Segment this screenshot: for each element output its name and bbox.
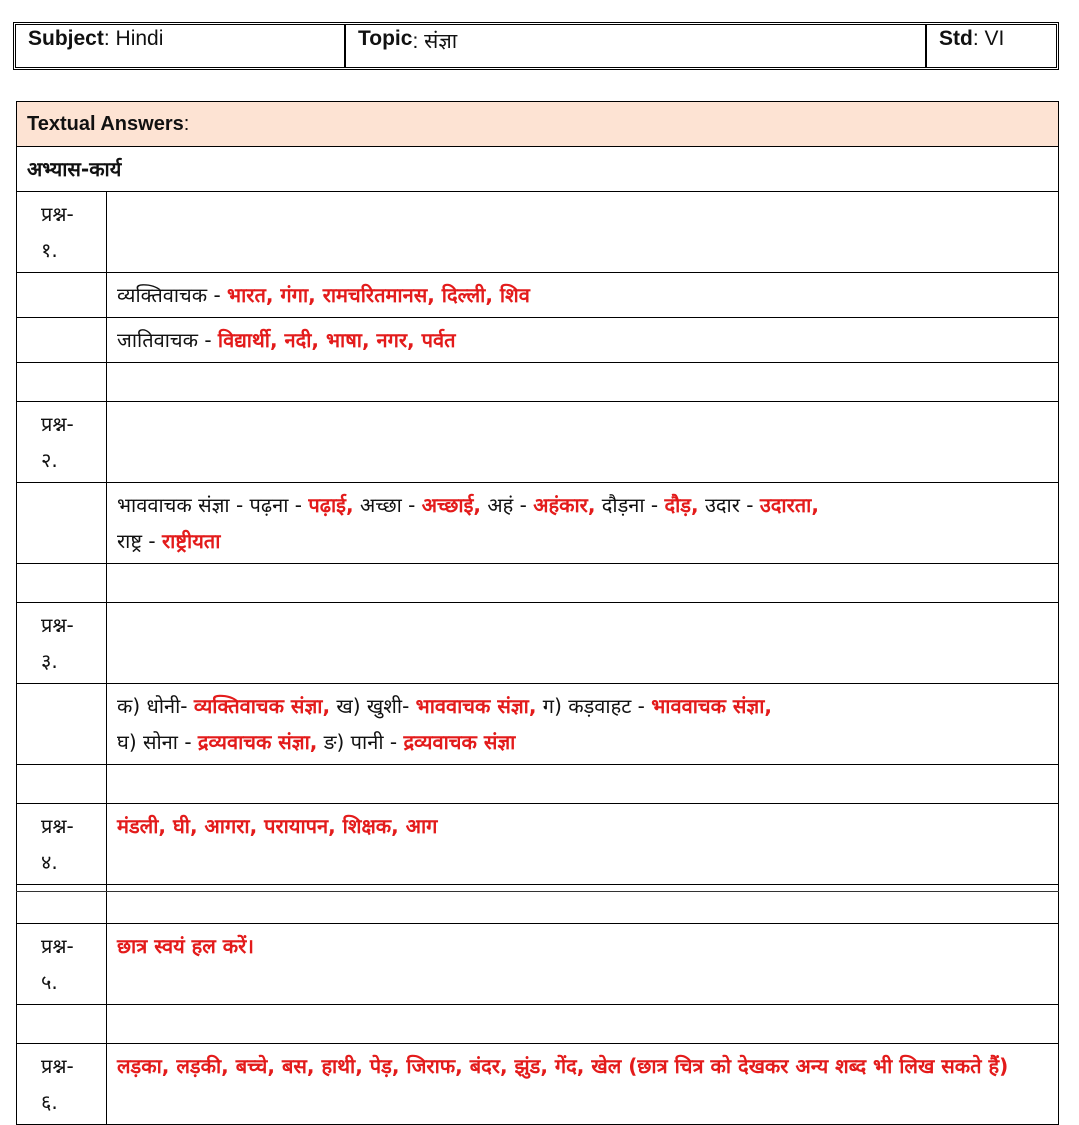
question-label: प्रश्न- ५. <box>17 924 107 1005</box>
subject-cell <box>16 25 346 67</box>
question-label: प्रश्न- १. <box>17 192 107 273</box>
section-title: Textual Answers: <box>17 102 1059 147</box>
subject-value: : Hindi <box>103 27 164 50</box>
table-row <box>17 318 1059 363</box>
section-subtitle-row <box>17 147 1059 192</box>
subject-label: Subject <box>28 27 104 50</box>
section-subtitle: अभ्यास-कार्य <box>17 147 1059 192</box>
topic-cell <box>346 25 927 67</box>
answer-cell: लड़का, लड़की, बच्चे, बस, हाथी, पेड़, जिराफ, बंदर, झुंड, गेंद, खेल (छात्र चित्र को देखकर अन्य शब्द भी लिख सकते हैं) <box>107 1044 1059 1125</box>
topic-label: Topic <box>358 27 413 50</box>
table-row <box>17 483 1059 564</box>
table-row <box>17 1044 1059 1125</box>
answer-cell <box>107 402 1059 483</box>
table-row <box>17 924 1059 1005</box>
topic-value: : संज्ञा <box>412 30 458 53</box>
answer-cell <box>107 603 1059 684</box>
std-value: : VI <box>972 27 1005 50</box>
answers-table <box>16 101 1059 1125</box>
table-row <box>17 273 1059 318</box>
table-row <box>17 192 1059 273</box>
table-row <box>17 684 1059 765</box>
spacer-row <box>17 363 1059 402</box>
answer-cell: जातिवाचक - विद्यार्थी, नदी, भाषा, नगर, पर्वत <box>107 318 1059 363</box>
section-title-row <box>17 102 1059 147</box>
answer-cell: मंडली, घी, आगरा, परायापन, शिक्षक, आग <box>107 804 1059 885</box>
table-row <box>17 402 1059 483</box>
table-row <box>17 804 1059 885</box>
answer-cell: छात्र स्वयं हल करें। <box>107 924 1059 1005</box>
footer-divider <box>16 891 1059 892</box>
question-label: प्रश्न- ३. <box>17 603 107 684</box>
spacer-row <box>17 564 1059 603</box>
question-label: प्रश्न- ६. <box>17 1044 107 1125</box>
answer-cell: व्यक्तिवाचक - भारत, गंगा, रामचरितमानस, दिल्ली, शिव <box>107 273 1059 318</box>
spacer-row <box>17 1005 1059 1044</box>
table-row <box>17 603 1059 684</box>
answer-cell <box>107 192 1059 273</box>
std-cell <box>927 25 1056 67</box>
answer-cell: भाववाचक संज्ञा - पढ़ना - पढ़ाई, अच्छा - अच्छाई, अहं - अहंकार, दौड़ना - दौड़, उदार - उदारता, राष्ट्र - राष्ट्रीयता <box>107 483 1059 564</box>
question-label: प्रश्न- ४. <box>17 804 107 885</box>
question-label: प्रश्न- २. <box>17 402 107 483</box>
std-label: Std <box>939 27 973 50</box>
spacer-row <box>17 765 1059 804</box>
header-box <box>13 22 1059 70</box>
answer-cell: क) धोनी- व्यक्तिवाचक संज्ञा, ख) खुशी- भाववाचक संज्ञा, ग) कड़वाहट - भाववाचक संज्ञा, घ) सोना - द्रव्यवाचक संज्ञा, ङ) पानी - द्रव्यवाचक संज्ञा <box>107 684 1059 765</box>
